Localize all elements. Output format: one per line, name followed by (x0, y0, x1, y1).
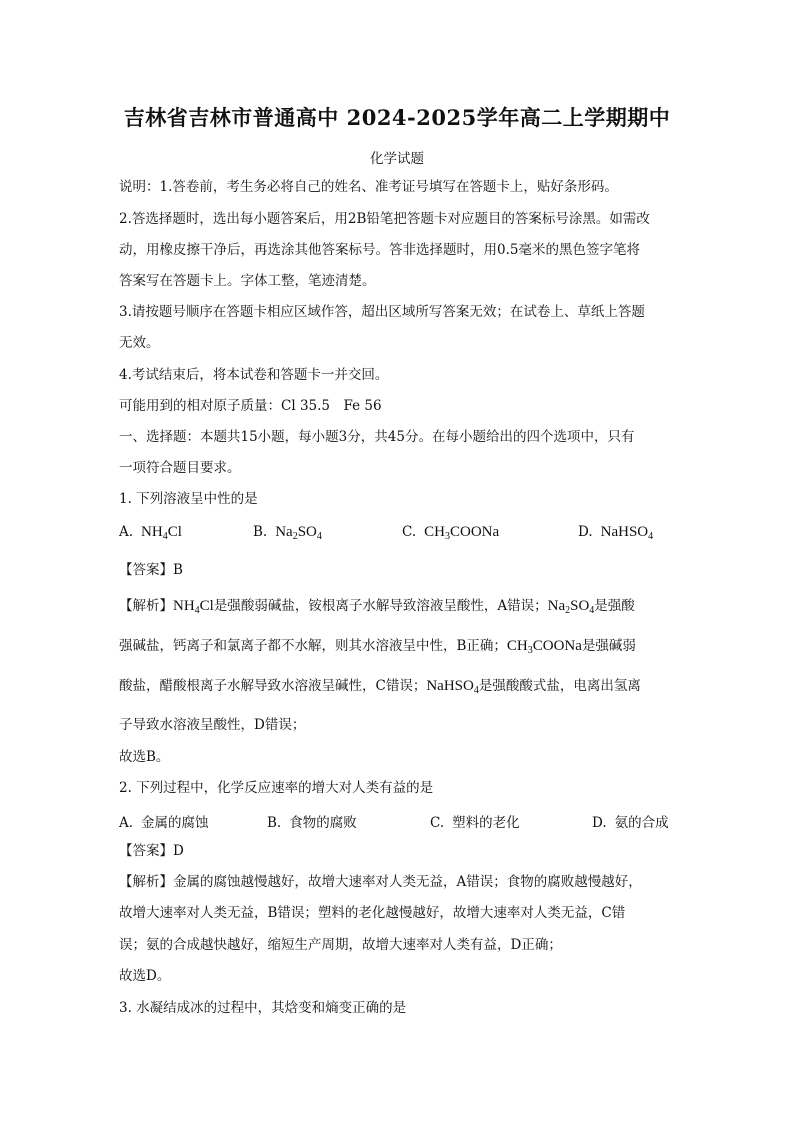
q2-option-b[interactable]: B. 食物的腐败 (267, 815, 357, 831)
analysis-line: 故选D。 (119, 968, 171, 984)
question-stem: 2. 下列过程中，化学反应速率的增大对人类有益的是 (119, 780, 434, 796)
analysis-line: 故增大速率对人类无益，B错误；塑料的老化越慢越好，故增大速率对人类无益，C错 (119, 905, 626, 921)
instruction-line: 2.答选择题时，选出每小题答案后，用2B铅笔把答题卡对应题目的答案标号涂黑。如需改 (119, 211, 650, 227)
q1-options (119, 524, 679, 544)
analysis-line: 【解析】金属的腐蚀越慢越好，故增大速率对人类无益，A错误；食物的腐败越慢越好， (119, 874, 642, 890)
atomic-mass-line: 可能用到的相对原子质量：Cl 35.5 Fe 56 (119, 398, 382, 414)
analysis-line: 【解析】$NH_4Cl$是强酸弱碱盐，铵根离子水解导致溶液呈酸性，A错误；$Na_2SO_4$是强酸 (119, 598, 635, 616)
q1-option-d[interactable]: D. NaHSO$_4$ (578, 524, 654, 542)
q1-option-c[interactable]: C. $CH_3COONa$ (402, 524, 500, 542)
q2-option-a[interactable]: A. 金属的腐蚀 (119, 815, 209, 831)
analysis-line: 强碱盐，钙离子和氯离子都不水解，则其水溶液呈中性，B正确；$CH_3COONa$是强碱弱 (119, 638, 636, 656)
q2-options (119, 811, 679, 831)
q1-option-a[interactable]: A. $NH_4Cl$ (119, 524, 182, 542)
q1-option-b[interactable]: B. $Na_2SO_4$ (253, 524, 322, 542)
page-subtitle: 化学试题 (370, 151, 424, 167)
analysis-line: 酸盐，醋酸根离子水解导致水溶液呈碱性，C错误；NaHSO$_4$是强酸酸式盐，电离出氢离 (119, 678, 641, 696)
q2-option-d[interactable]: D. 氨的合成 (592, 815, 669, 831)
analysis-line: 误；氨的合成越快越好，缩短生产周期，故增大速率对人类有益，D正确； (119, 937, 562, 953)
answer-line: 【答案】D (119, 843, 184, 859)
instruction-line: 说明：1.答卷前，考生务必将自己的姓名、准考证号填写在答题卡上，贴好条形码。 (119, 179, 618, 195)
analysis-line: 子导致水溶液呈酸性，D错误； (119, 717, 306, 733)
section-heading: 一项符合题目要求。 (119, 460, 241, 476)
instruction-line: 答案写在答题卡上。字体工整，笔迹清楚。 (119, 273, 376, 289)
q2-option-c[interactable]: C. 塑料的老化 (430, 815, 520, 831)
instruction-line: 3.请按题号顺序在答题卡相应区域作答，超出区域所写答案无效；在试卷上、草纸上答题 (119, 304, 645, 320)
answer-line: 【答案】B (119, 562, 183, 578)
question-stem: 3. 水凝结成冰的过程中，其焓变和熵变正确的是 (119, 1000, 407, 1016)
section-heading: 一、选择题：本题共15小题，每小题3分，共45分。在每小题给出的四个选项中，只有 (119, 429, 635, 445)
instruction-line: 动，用橡皮擦干净后，再选涂其他答案标号。答非选择题时，用0.5毫米的黑色签字笔将 (119, 242, 640, 258)
analysis-line: 故选B。 (119, 749, 170, 765)
question-stem: 1. 下列溶液呈中性的是 (119, 491, 258, 507)
instruction-line: 4.考试结束后，将本试卷和答题卡一并交回。 (119, 367, 389, 383)
page-title: 吉林省吉林市普通高中 2024-2025学年高二上学期期中 (123, 105, 671, 130)
instruction-line: 无效。 (119, 335, 160, 351)
